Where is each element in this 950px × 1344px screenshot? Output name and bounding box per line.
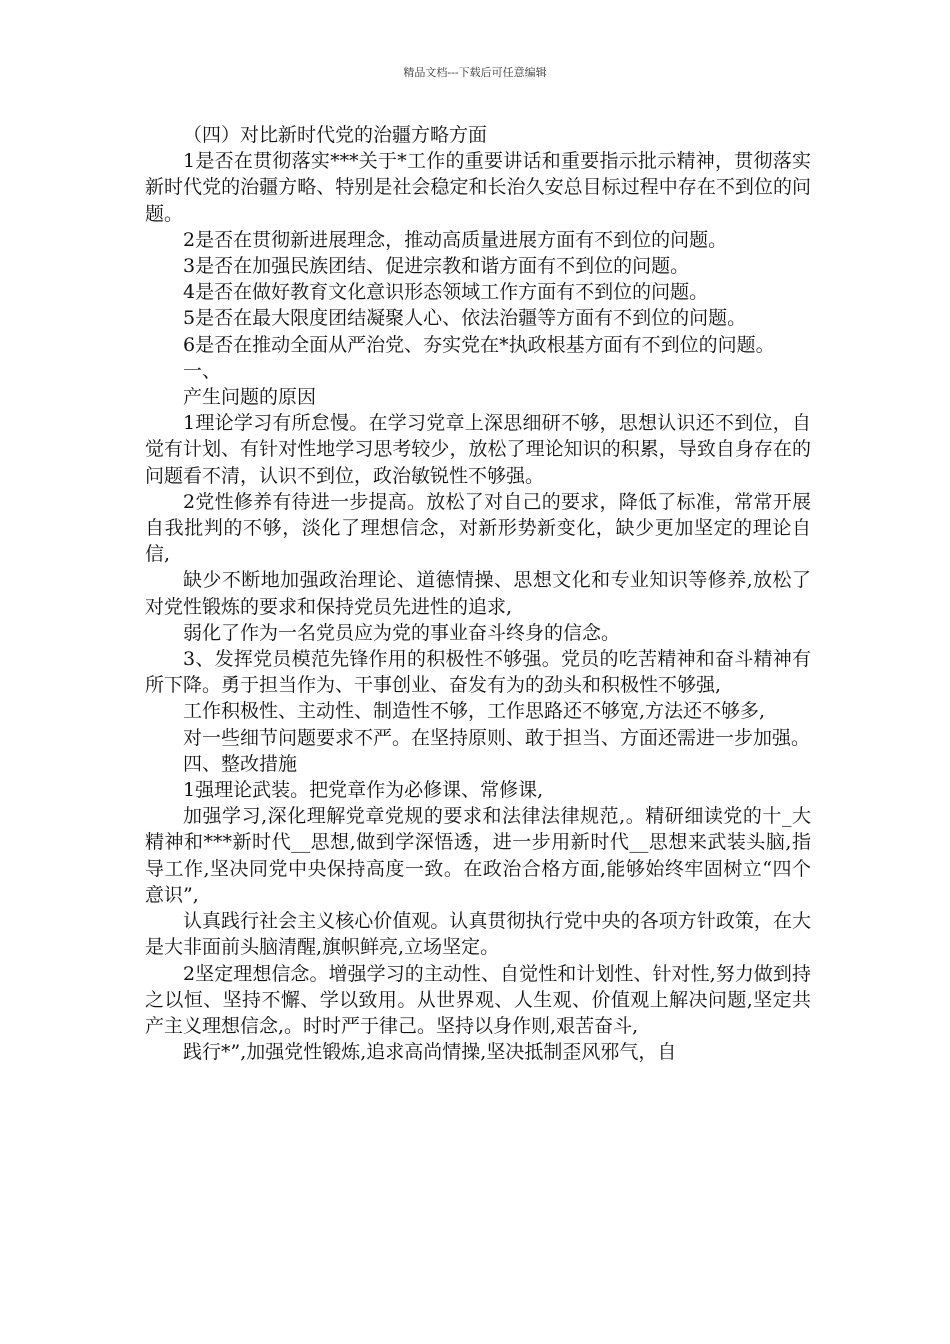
paragraph: 对一些细节问题要求不严。在坚持原则、敢于担当、方面还需进一步加强。 <box>183 726 811 749</box>
paragraph: 缺少不断地加强政治理论、道德情操、思想文化和专业知识等修养,放松了对党性锻炼的要求和保持党员先进性的追求, <box>145 569 811 618</box>
document-body <box>145 122 811 1065</box>
paragraph: 加强学习,深化理解党章党规的要求和法律法律规范,。精研细读党的十_大精神和***新时代__思想,做到学深悟透，进一步用新时代__思想来武装头脑,指导工作,坚决同党中央保持高度一致。在政治合格方面,能够始终牢固树立“四个意识”, <box>145 805 811 906</box>
paragraph: 1理论学习有所怠慢。在学习党章上深思细研不够，思想认识还不到位，自觉有计划、有针对性地学习思考较少，放松了理论知识的积累，导致自身存在的问题看不清，认识不到位，政治敏锐性不够强。 <box>145 412 811 487</box>
paragraph: 2党性修养有待进一步提高。放松了对自己的要求，降低了标准，常常开展自我批判的不够，淡化了理想信念，对新形势新变化，缺少更加坚定的理论自信, <box>145 490 811 566</box>
paragraph: 工作积极性、主动性、制造性不够，工作思路还不够宽,方法还不够多, <box>183 700 766 723</box>
paragraph: 6是否在推动全面从严治党、夯实党在*执政根基方面有不到位的问题。 <box>183 333 775 356</box>
section-heading: （四）对比新时代党的治疆方略方面 <box>183 124 488 146</box>
section-number: 一、 <box>183 359 222 382</box>
paragraph: 弱化了作为一名党员应为党的事业奋斗终身的信念。 <box>183 621 621 644</box>
section-heading: 产生问题的原因 <box>183 386 317 409</box>
paragraph: 2是否在贯彻新进展理念，推动高质量进展方面有不到位的问题。 <box>183 228 728 251</box>
page-header: 精品文档---下载后可任意编辑 <box>403 66 547 79</box>
paragraph: 认真践行社会主义核心价值观。认真贯彻执行党中央的各项方针政策，在大是大非面前头脑清醒,旗帜鲜亮,立场坚定。 <box>145 910 811 959</box>
paragraph: 1强理论武装。把党章作为必修课、常修课, <box>183 779 544 802</box>
paragraph: 践行*”,加强党性锻炼,追求高尚情操,坚决抵制歪风邪气，自 <box>183 1041 677 1064</box>
paragraph: 5是否在最大限度团结凝聚人心、依法治疆等方面有不到位的问题。 <box>183 307 747 330</box>
section-heading: 四、整改措施 <box>183 752 298 775</box>
paragraph: 2坚定理想信念。增强学习的主动性、自觉性和计划性、针对性,努力做到持之以恒、坚持不懈、学以致用。从世界观、人生观、价值观上解决问题,坚定共产主义理想信念,。时时严于律己。坚持以身作则,艰苦奋斗, <box>145 962 811 1037</box>
paragraph: 4是否在做好教育文化意识形态领域工作方面有不到位的问题。 <box>183 281 709 304</box>
paragraph: 1是否在贯彻落实***关于*工作的重要讲话和重要指示批示精神，贯彻落实新时代党的治疆方略、特别是社会稳定和长治久安总目标过程中存在不到位的问题。 <box>145 150 811 225</box>
paragraph: 3是否在加强民族团结、促进宗教和谐方面有不到位的问题。 <box>183 255 690 278</box>
paragraph: 3、发挥党员模范先锋作用的积极性不够强。党员的吃苦精神和奋斗精神有所下降。勇于担当作为、干事创业、奋发有为的劲头和积极性不够强, <box>145 648 811 697</box>
